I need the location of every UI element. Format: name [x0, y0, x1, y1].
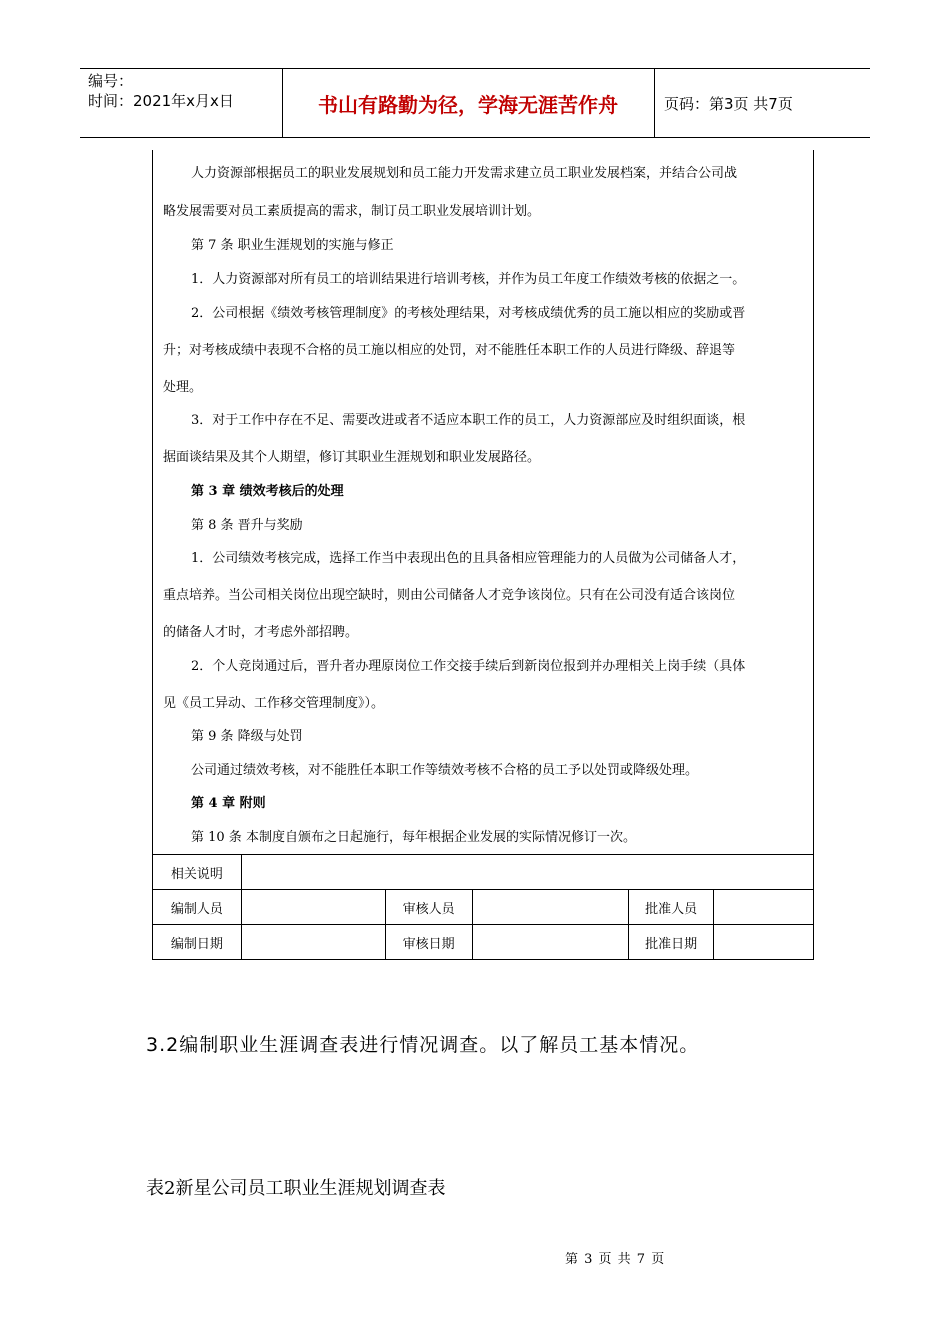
approved-date-label: 批准日期 [629, 925, 714, 960]
article-heading: 第 7 条 职业生涯规划的实施与修正 [191, 238, 394, 253]
regulation-text-box [152, 150, 814, 854]
paragraph-line: 1．公司绩效考核完成，选择工作当中表现出色的且具备相应管理能力的人员做为公司储备人才， [191, 551, 746, 566]
paragraph-line: 1．人力资源部对所有员工的培训结果进行培训考核，并作为员工年度工作绩效考核的依据之一。 [191, 272, 746, 287]
paragraph-line: 重点培养。当公司相关岗位出现空缺时，则由公司储备人才竞争该岗位。只有在公司没有适合该岗位 [163, 588, 736, 603]
paragraph-line: 略发展需要对员工素质提高的需求，制订员工职业发展培训计划。 [163, 204, 541, 219]
reviewed-date-value [472, 925, 629, 960]
approved-by-label: 批准人员 [629, 890, 714, 925]
chapter-heading: 第 3 章 绩效考核后的处理 [191, 484, 344, 499]
related-notes-label: 相关说明 [153, 855, 242, 890]
paragraph-line: 处理。 [163, 380, 203, 395]
table-row [153, 890, 814, 925]
article-heading: 第 9 条 降级与处罚 [191, 729, 303, 744]
paragraph-line: 据面谈结果及其个人期望，修订其职业生涯规划和职业发展路径。 [163, 450, 541, 465]
chapter-heading: 第 4 章 附则 [191, 796, 266, 811]
reviewed-by-value [472, 890, 629, 925]
paragraph-line: 2．个人竞岗通过后，晋升者办理原岗位工作交接手续后到新岗位报到并办理相关上岗手续（具体 [191, 659, 746, 674]
number-label: 编号： [88, 72, 134, 90]
prepared-by-label: 编制人员 [153, 890, 242, 925]
paragraph-line: 公司通过绩效考核，对不能胜任本职工作等绩效考核不合格的员工予以处罚或降级处理。 [191, 763, 699, 778]
page-info: 页码：第3页 共7页 [664, 94, 793, 113]
prepared-date-value [241, 925, 385, 960]
page-header [80, 68, 870, 138]
paragraph-line: 的储备人才时，才考虑外部招聘。 [163, 625, 359, 640]
approved-date-value [714, 925, 814, 960]
article-heading: 第 10 条 本制度自颁布之日起施行，每年根据企业发展的实际情况修订一次。 [191, 830, 636, 845]
prepared-by-value [241, 890, 385, 925]
prepared-date-label: 编制日期 [153, 925, 242, 960]
signoff-table [152, 854, 814, 960]
table-row [153, 925, 814, 960]
header-divider [654, 69, 655, 137]
paragraph-line: 2．公司根据《绩效考核管理制度》的考核处理结果，对考核成绩优秀的员工施以相应的奖励或晋 [191, 306, 746, 321]
time-label: 时间：2021年x月x日 [88, 92, 234, 110]
reviewed-by-label: 审核人员 [385, 890, 472, 925]
paragraph-line: 升；对考核成绩中表现不合格的员工施以相应的处罚，对不能胜任本职工作的人员进行降级、辞退等 [163, 343, 736, 358]
paragraph-line: 3．对于工作中存在不足、需要改进或者不适应本职工作的员工，人力资源部应及时组织面谈，根 [191, 413, 746, 428]
paragraph-line: 见《员工异动、工作移交管理制度》）。 [163, 696, 385, 711]
reviewed-date-label: 审核日期 [385, 925, 472, 960]
header-motto: 书山有路勤为径，学海无涯苦作舟 [318, 92, 618, 117]
paragraph-line: 人力资源部根据员工的职业发展规划和员工能力开发需求建立员工职业发展档案，并结合公司战 [191, 166, 738, 181]
section-heading: 3.2编制职业生涯调查表进行情况调查。以了解员工基本情况。 [146, 1034, 700, 1056]
table-row [153, 855, 814, 890]
article-heading: 第 8 条 晋升与奖励 [191, 518, 303, 533]
related-notes-value [241, 855, 813, 890]
page-footer: 第 3 页 共 7 页 [565, 1252, 666, 1267]
table-caption: 表2新星公司员工职业生涯规划调查表 [146, 1178, 446, 1199]
approved-by-value [714, 890, 814, 925]
header-meta [88, 71, 234, 111]
